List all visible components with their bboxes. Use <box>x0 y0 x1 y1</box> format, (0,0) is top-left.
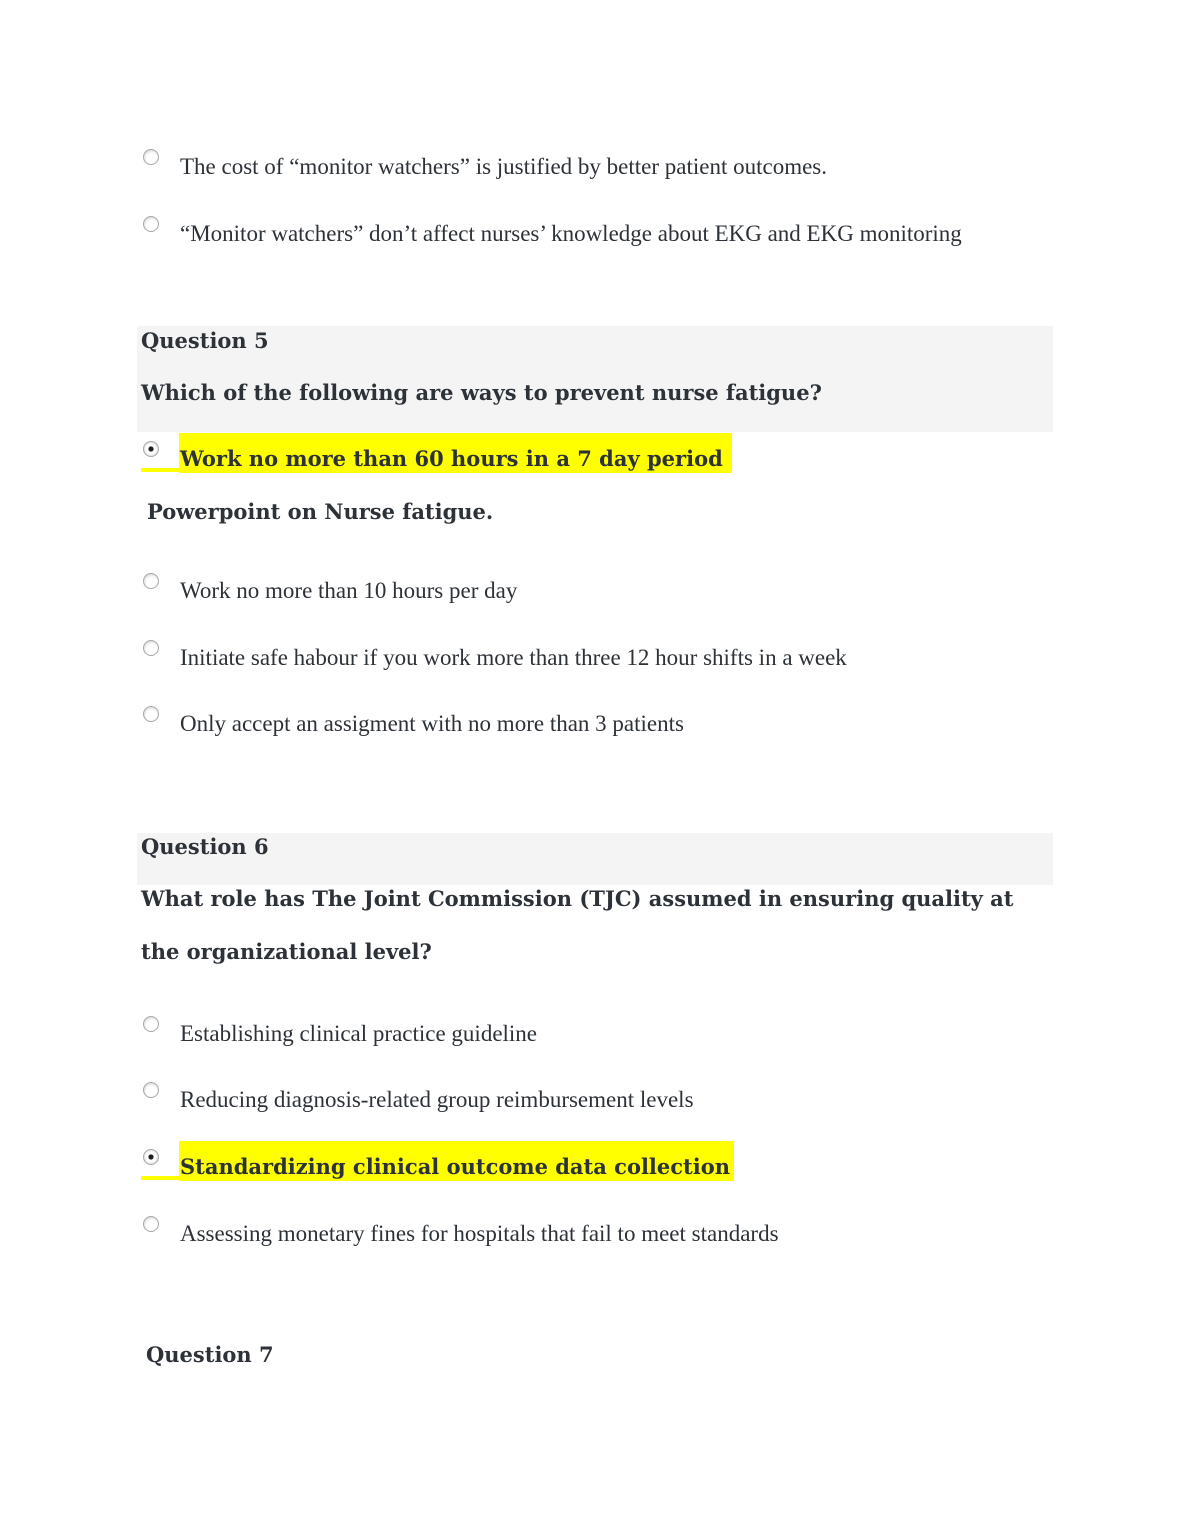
radio-button[interactable] <box>143 1082 159 1098</box>
radio-button[interactable] <box>143 1216 159 1232</box>
option-label: Initiate safe habour if you work more than three 12 hour shifts in a week <box>180 645 847 670</box>
question-7-label: Question 7 <box>146 1342 274 1367</box>
option-label: Establishing clinical practice guideline <box>180 1021 538 1046</box>
radio-button[interactable] <box>143 706 159 722</box>
question-5-selected-answer: Work no more than 60 hours in a 7 day period <box>180 446 723 471</box>
question-5-prompt: Which of the following are ways to prevent nurse fatigue? <box>141 380 822 405</box>
option-label: “Monitor watchers” don’t affect nurses’ knowledge about EKG and EKG monitoring <box>180 221 962 246</box>
radio-button-selected[interactable] <box>143 441 159 457</box>
question-5-label: Question 5 <box>141 328 269 353</box>
answer-highlight-underline <box>141 1176 181 1180</box>
option-label: Assessing monetary fines for hospitals that fail to meet standards <box>180 1221 779 1246</box>
radio-button-selected[interactable] <box>143 1149 159 1165</box>
radio-button[interactable] <box>143 640 159 656</box>
option-label: The cost of “monitor watchers” is justified by better patient outcomes. <box>180 154 828 179</box>
question-6-prompt-line-1: What role has The Joint Commission (TJC) assumed in ensuring quality at <box>141 886 1014 911</box>
question-6-prompt-line-2: the organizational level? <box>141 939 432 964</box>
radio-button[interactable] <box>143 573 159 589</box>
radio-button[interactable] <box>143 216 159 232</box>
question-6-header <box>137 833 1053 885</box>
radio-button[interactable] <box>143 149 159 165</box>
question-6-selected-answer: Standardizing clinical outcome data collection <box>180 1154 731 1179</box>
option-label: Only accept an assigment with no more than 3 patients <box>180 711 684 736</box>
option-label: Work no more than 10 hours per day <box>180 578 518 603</box>
answer-highlight-underline <box>141 468 181 472</box>
question-6-label: Question 6 <box>141 834 269 859</box>
radio-button[interactable] <box>143 1016 159 1032</box>
question-5-note: Powerpoint on Nurse fatigue. <box>147 499 494 524</box>
option-label: Reducing diagnosis-related group reimbursement levels <box>180 1087 694 1112</box>
